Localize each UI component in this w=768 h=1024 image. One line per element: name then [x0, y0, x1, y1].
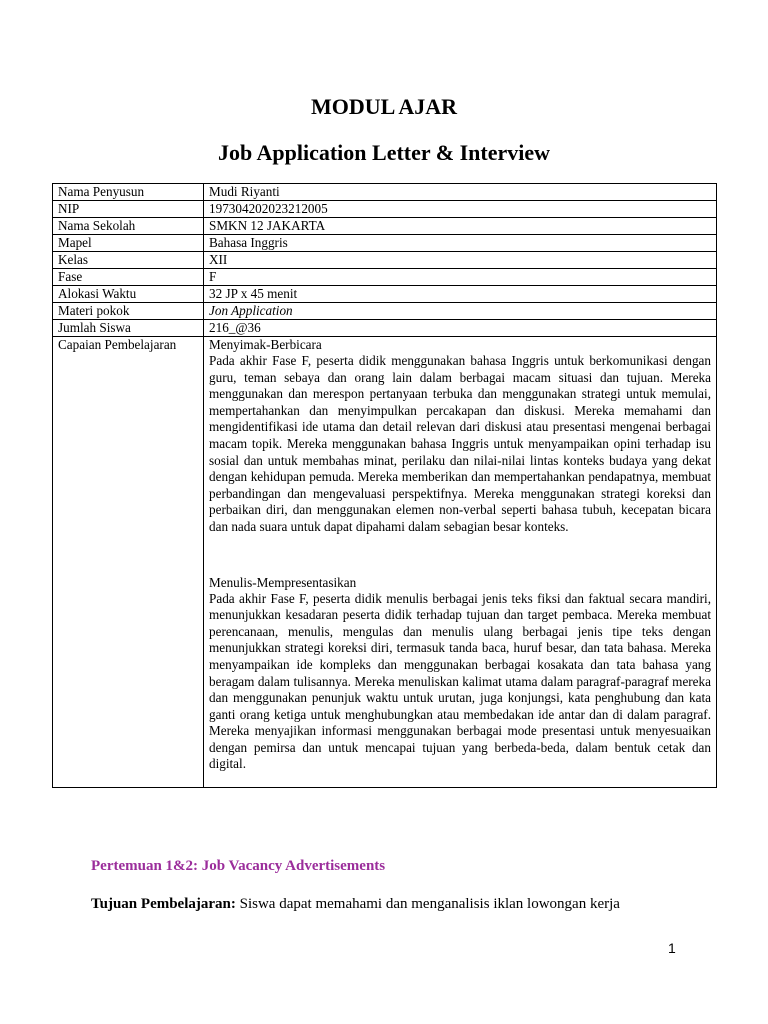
row-label: Nama Sekolah: [53, 218, 204, 235]
row-label: Kelas: [53, 252, 204, 269]
row-label: Jumlah Siswa: [53, 320, 204, 337]
capaian-heading-menyimak: Menyimak-Berbicara: [209, 337, 322, 352]
row-value: SMKN 12 JAKARTA: [204, 218, 717, 235]
capaian-text-menulis: Pada akhir Fase F, peserta didik menulis berbagai jenis teks fiksi dan faktual secara mandiri, menunjukkan kesadaran peserta didik terhadap tujuan dan target pembaca. Mereka membuat perencanaan, menulis, mengulas dan menulis ulang berbagai jenis tipe teks dengan menunjukkan strategi koreksi diri, termasuk tanda baca, huruf besar, dan tata bahasa. Mereka menyampaikan ide kompleks dan menggunakan berbagai kosakata dan tata bahasa yang beragam dalam tulisannya. Mereka menuliskan kalimat utama dalam paragraf-paragraf mereka dan menggunakan penunjuk waktu untuk urutan, juga konjungsi, kata penghubung dan kata ganti orang ketiga untuk menghubungkan atau membedakan ide antar dan di dalam paragraf. Mereka menyajikan informasi menggunakan berbagai mode presentasi untuk menyesuaikan dengan pemirsa dan untuk mencapai tujuan yang berbeda-beda, dalam bentuk cetak dan digital.: [209, 590, 711, 772]
row-label: Mapel: [53, 235, 204, 252]
row-label: Materi pokok: [53, 303, 204, 320]
row-value: Jon Application: [204, 303, 717, 320]
row-value: Mudi Riyanti: [204, 184, 717, 201]
document-subtitle: Job Application Letter & Interview: [217, 140, 550, 165]
row-label: NIP: [53, 201, 204, 218]
document-title: MODUL AJAR: [310, 94, 458, 119]
row-label: Capaian Pembelajaran: [53, 337, 204, 788]
spacer: [209, 773, 711, 787]
capaian-content: [204, 337, 717, 788]
spacer: [209, 536, 711, 575]
table-row: [53, 320, 717, 337]
table-row: [53, 235, 717, 252]
learning-objective-text: Siswa dapat memahami dan menganalisis iklan lowongan kerja: [235, 896, 620, 912]
learning-objective: [91, 896, 620, 913]
page-number: 1: [668, 940, 676, 956]
table-row-capaian: [53, 337, 717, 788]
table-row: [53, 201, 717, 218]
row-label: Alokasi Waktu: [53, 286, 204, 303]
row-label: Fase: [53, 269, 204, 286]
row-value: Bahasa Inggris: [204, 235, 717, 252]
table-row: [53, 303, 717, 320]
section-heading: Pertemuan 1&2: Job Vacancy Advertisements: [91, 858, 386, 874]
row-value: 197304202023212005: [204, 201, 717, 218]
row-label: Nama Penyusun: [53, 184, 204, 201]
row-value: 216_@36: [204, 320, 717, 337]
row-value: 32 JP x 45 menit: [204, 286, 717, 303]
table-row: [53, 286, 717, 303]
learning-objective-label: Tujuan Pembelajaran:: [91, 896, 236, 912]
table-row: [53, 252, 717, 269]
capaian-heading-menulis: Menulis-Mempresentasikan: [209, 574, 357, 590]
table-row: [53, 269, 717, 286]
info-table: [52, 183, 717, 788]
table-row: [53, 184, 717, 201]
row-value: F: [204, 269, 717, 286]
table-row: [53, 218, 717, 235]
capaian-text-menyimak: Pada akhir Fase F, peserta didik menggunakan bahasa Inggris untuk berkomunikasi dengan guru, teman sebaya dan orang lain dalam berbagai macam situasi dan tujuan. Mereka menggunakan dan merespon pertanyaan terbuka dan menggunakan strategi untuk memulai, mempertahankan dan menyimpulkan percakapan dan diskusi. Mereka memahami dan mengidentifikasi ide utama dan detail relevan dari diskusi atau presentasi mengenai berbagai macam topik. Mereka menggunakan bahasa Inggris untuk menyampaikan opini terhadap isu sosial dan untuk membahas minat, perilaku dan nilai-nilai lintas konteks budaya yang dekat dengan kehidupan pemuda. Mereka memberikan dan mempertahankan pendapatnya, membuat perbandingan dan mengevaluasi perspektifnya. Mereka menggunakan strategi koreksi dan perbaikan diri, dan menggunakan elemen non-verbal seperti bahasa tubuh, kecepatan bicara dan nada suara untuk dapat dipahami dalam sebagian besar konteks.: [209, 353, 711, 534]
row-value: XII: [204, 252, 717, 269]
